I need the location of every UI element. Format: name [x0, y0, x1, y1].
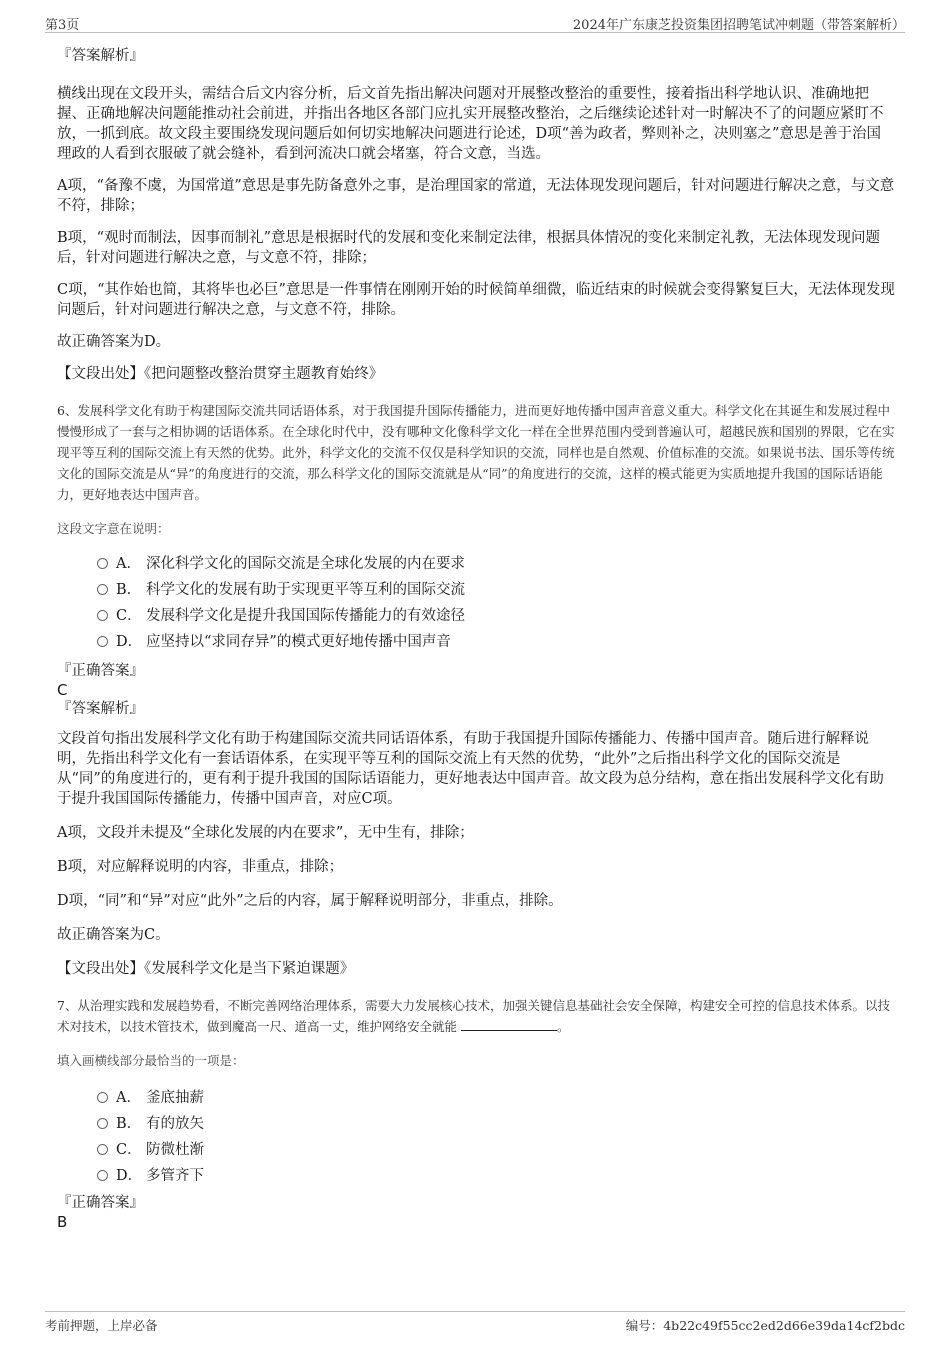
correct-answer: B: [57, 1213, 68, 1231]
option-letter: C．: [116, 1142, 142, 1158]
radio-icon[interactable]: [97, 636, 108, 647]
option-text: 多管齐下: [146, 1168, 204, 1184]
option-letter: A．: [116, 1090, 141, 1106]
question-7-end: 。: [557, 1019, 570, 1034]
option-letter: B．: [116, 582, 142, 598]
radio-icon[interactable]: [97, 1170, 108, 1181]
correct-answer: C: [57, 681, 68, 699]
question-7-prompt: 填入画横线部分最恰当的一项是：: [57, 1053, 245, 1068]
option-c[interactable]: [97, 603, 895, 629]
option-text: 防微杜渐: [146, 1142, 204, 1158]
radio-icon[interactable]: [97, 584, 108, 595]
option-a[interactable]: [97, 551, 895, 577]
question-7-text: 7、从治理实践和发展趋势看，不断完善网络治理体系，需要大力发展核心技术，加强关键信息基础社会安全保障，构建安全可控的信息技术体系。以技术对技术，以技术管技术，做到魔高一尺、道高一丈，维护网络安全就能: [57, 998, 890, 1034]
document-title: 2024年广东康芝投资集团招聘笔试冲刺题（带答案解析）: [572, 18, 905, 33]
analysis-option-b: B项，对应解释说明的内容，非重点，排除；: [57, 859, 344, 875]
analysis-option-c: C项，“其作始也简，其将毕也必巨”意思是一件事情在刚刚开始的时候简单细微，临近结束的时候就会变得繁复巨大，无法体现发现问题后，针对问题进行解决之意，与文意不符，排除。: [57, 282, 895, 318]
radio-icon[interactable]: [97, 1144, 108, 1155]
option-text: 应坚持以“求同存异”的模式更好地传播中国声音: [146, 634, 451, 650]
analysis-label: 『答案解析』: [57, 48, 144, 64]
question-7-options: [57, 1085, 895, 1189]
fill-blank: [461, 1018, 557, 1031]
page-header: [45, 12, 905, 33]
analysis-option-d: D项，“同”和“异”对应“此外”之后的内容，属于解释说明部分，非重点，排除。: [57, 893, 563, 909]
option-a[interactable]: [97, 1085, 895, 1111]
analysis-source: 【文段出处】《发展科学文化是当下紧迫课题》: [57, 961, 355, 977]
analysis-option-a: A项，文段并未提及“全球化发展的内在要求”，无中生有，排除；: [57, 825, 474, 841]
question-6-stem: 6、发展科学文化有助于构建国际交流共同话语体系，对于我国提升国际传播能力，进而更好地传播中国声音意义重大。科学文化在其诞生和发展过程中慢慢形成了一套与之相协调的话语体系。在全球化时代中，没有哪种文化像科学文化一样在全世界范围内受到普遍认可，超越民族和国别的界限，它在实现平等互利的国际交流上有天然的优势。此外，科学文化的交流不仅仅是科学知识的交流，同样也是自然观、价值标准的交流。如果说书法、国乐等传统文化的国际交流是从“异”的角度进行的交流，那么科学文化的国际交流就是从“同”的角度进行的交流，这样的模式能更为实质地提升我国的国际话语能力，更好地表达中国声音。: [57, 403, 895, 502]
correct-answer-label: 『正确答案』: [57, 663, 144, 679]
option-d[interactable]: [97, 1163, 895, 1189]
question-7-stem: [57, 995, 895, 1037]
document-id: 编号：4b22c49f55cc2ed2d66e39da14cf2bdc: [625, 1318, 905, 1333]
question-6-prompt: 这段文字意在说明：: [57, 521, 170, 536]
option-letter: A．: [116, 556, 141, 572]
analysis-option-b: B项，“观时而制法，因事而制礼”意思是根据时代的发展和变化来制定法律，根据具体情况的变化来制定礼教，无法体现发现问题后，针对问题进行解决之意，与文意不符，排除；: [57, 230, 880, 266]
analysis-source: 【文段出处】《把问题整改整治贯穿主题教育始终》: [57, 366, 384, 382]
option-c[interactable]: [97, 1137, 895, 1163]
analysis-paragraph: 横线出现在文段开头，需结合后文内容分析，后文首先指出解决问题对开展整改整治的重要性，接着指出科学地认识、准确地把握、正确地解决问题能推动社会前进，并指出各地区各部门应扎实开展整改整治，之后继续论述针对一时解决不了的问题应紧盯不放，一抓到底。故文段主要围绕发现问题后如何切实地解决问题进行论述，D项“善为政者，弊则补之，决则塞之”意思是善于治国理政的人看到衣服破了就会缝补，看到河流决口就会堵塞，符合文意，当选。: [57, 86, 884, 162]
option-b[interactable]: [97, 577, 895, 603]
radio-icon[interactable]: [97, 610, 108, 621]
option-text: 科学文化的发展有助于实现更平等互利的国际交流: [146, 582, 465, 598]
option-d[interactable]: [97, 629, 895, 655]
analysis-option-a: A项，“备豫不虞，为国常道”意思是事先防备意外之事，是治理国家的常道，无法体现发现问题后，针对问题进行解决之意，与文意不符，排除；: [57, 178, 895, 214]
radio-icon[interactable]: [97, 1092, 108, 1103]
analysis-conclusion: 故正确答案为C。: [57, 927, 170, 943]
option-text: 发展科学文化是提升我国国际传播能力的有效途径: [146, 608, 465, 624]
option-letter: C．: [116, 608, 142, 624]
analysis-conclusion: 故正确答案为D。: [57, 334, 171, 350]
page-number: 第3页: [45, 18, 80, 33]
analysis-label: 『答案解析』: [57, 701, 144, 717]
footer-slogan: 考前押题，上岸必备: [45, 1318, 158, 1333]
option-text: 釜底抽薪: [146, 1090, 204, 1106]
option-text: 有的放矢: [146, 1116, 204, 1132]
option-letter: B．: [116, 1116, 142, 1132]
option-text: 深化科学文化的国际交流是全球化发展的内在要求: [146, 556, 465, 572]
page-footer: [45, 1311, 905, 1336]
question-6-options: [57, 551, 895, 655]
page-content: [57, 44, 895, 1231]
analysis-paragraph: 文段首句指出发展科学文化有助于构建国际交流共同话语体系，有助于我国提升国际传播能力、传播中国声音。随后进行解释说明，先指出科学文化有一套话语体系，在实现平等互利的国际交流上有天然的优势，“此外”之后指出科学文化的国际交流是从“同”的角度进行的，更有利于提升我国的国际话语能力，更好地表达中国声音。故文段为总分结构，意在指出发展科学文化有助于提升我国国际传播能力，传播中国声音，对应C项。: [57, 731, 884, 807]
correct-answer-label: 『正确答案』: [57, 1195, 144, 1211]
radio-icon[interactable]: [97, 558, 108, 569]
option-b[interactable]: [97, 1111, 895, 1137]
radio-icon[interactable]: [97, 1118, 108, 1129]
option-letter: D．: [116, 634, 143, 650]
option-letter: D．: [116, 1168, 143, 1184]
